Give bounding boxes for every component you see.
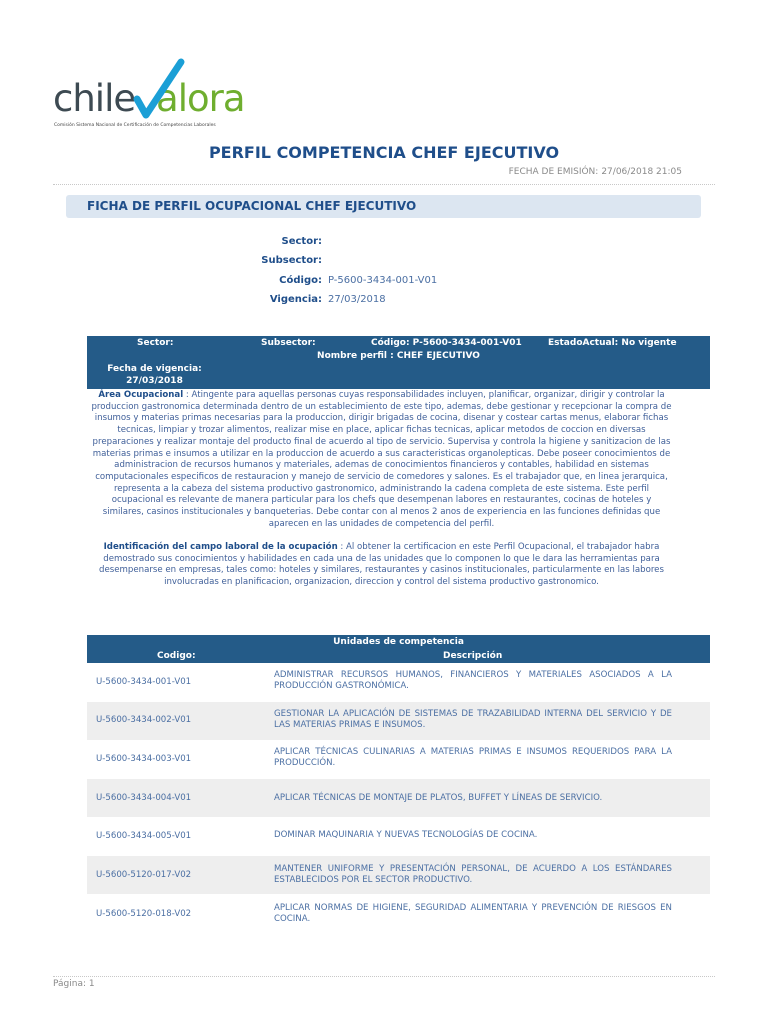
unit-desc: MANTENER UNIFORME Y PRESENTACIÓN PERSONAL, DE ACUERDO A LOS ESTÁNDARES ESTABLECIDOS POR EL SECTOR PRODUCTIVO. bbox=[274, 864, 672, 885]
units-heading: Unidades de competencia bbox=[333, 637, 464, 647]
table-row bbox=[87, 741, 710, 779]
unit-desc: ADMINISTRAR RECURSOS HUMANOS, FINANCIEROS Y MATERIALES ASOCIADOS A LA PRODUCCIÓN GASTRONÓMICA. bbox=[274, 670, 672, 691]
table-row bbox=[87, 856, 710, 894]
checkmark-icon bbox=[53, 57, 243, 127]
summary-box bbox=[87, 336, 710, 389]
chilevalora-logo bbox=[53, 57, 243, 137]
table-row bbox=[87, 702, 710, 740]
col-code-header: Codigo: bbox=[157, 651, 196, 661]
summary-fecha-label: Fecha de vigencia: bbox=[107, 364, 202, 374]
unit-desc: APLICAR TÉCNICAS CULINARIAS A MATERIAS PRIMAS E INSUMOS REQUERIDOS PARA LA PRODUCCIÓN. bbox=[274, 747, 672, 768]
area-text: : Atingente para aquellas personas cuyas responsabilidades incluyen, planificar, organizar, dirigir y controlar la produccion gastronomica determinada dentro de un establecimiento de este tipo, ademas, debe gestionar y recepcionar la compra de insumos y materias primas necesarias para la produccion, dirigir brigadas de cocina, disenar y costear cartas menus, elaborar fichas tecnicas, limpiar y trozar alimentos, realizar mise en place, aplicar fichas tecnicas, aplicar metodos de coccion en diversas preparaciones y realizar montaje del producto final de acuerdo al tipo de servicio. Supervisa y controla la higiene y sanitizacion de las materias primas e insumos a utilizar en la produccion de acuerdo a sus caracteristicas organolepticas. Debe poseer conocimientos de administracion de recursos humanos y materiales, ademas de conocimientos financieros y contables, habilidad en sistemas computacionales especificos de restauracion y manejo de servicio de comedores y salones. Es el trabajador que, en linea jerarquica, representa a la cabeza del sistema productivo gastronomico, administrando la cadena completa de este sistema. Este perfil ocupacional es relevante de manera particular para los chefs que desempenan labores en restaurantes, cocinas de hoteles y similares, casinos institucionales y banqueterias. Debe contar con al menos 2 anos de experiencia en las funciones definidas que aparecen en las unidades de competencia del perfil. bbox=[91, 390, 672, 529]
unit-code: U-5600-3434-002-V01 bbox=[96, 715, 192, 725]
logo-tagline: Comisión Sistema Nacional de Certificación de Competencias Laborales bbox=[54, 123, 216, 128]
units-table-header bbox=[87, 635, 710, 663]
table-row bbox=[87, 817, 710, 855]
unit-code: U-5600-3434-005-V01 bbox=[96, 831, 192, 841]
unit-code: U-5600-3434-001-V01 bbox=[96, 677, 192, 687]
unit-desc: GESTIONAR LA APLICACIÓN DE SISTEMAS DE TRAZABILIDAD INTERNA DEL SERVICIO Y DE LAS MATERIAS PRIMAS E INSUMOS. bbox=[274, 709, 672, 730]
campo-laboral bbox=[90, 542, 673, 589]
unit-code: U-5600-5120-018-V02 bbox=[96, 909, 192, 919]
section-title: FICHA DE PERFIL OCUPACIONAL CHEF EJECUTIVO bbox=[87, 199, 417, 213]
unit-code: U-5600-5120-017-V02 bbox=[96, 870, 192, 880]
logo-wordmark: chile alora bbox=[53, 77, 245, 120]
campo-text: : Al obtener la certificacion en este Perfil Ocupacional, el trabajador habra demostrado sus conocimientos y habilidades en cada una de las unidades que lo componen lo que le dara las herramientas para desempenarse en empresas, tales como: hoteles y similares, restaurantes y casinos institucionales, particularmente en las labores involucradas en planificacion, organizacion, direccion y control del sistema productivo gastronomico. bbox=[99, 542, 664, 588]
footer-divider bbox=[53, 976, 715, 977]
unit-code: U-5600-3434-003-V01 bbox=[96, 754, 192, 764]
col-desc-header: Descripción bbox=[443, 651, 503, 661]
summary-nombre: Nombre perfil : CHEF EJECUTIVO bbox=[317, 351, 480, 361]
area-label: Área Ocupacional bbox=[98, 390, 184, 400]
page-number: Página: 1 bbox=[53, 979, 95, 989]
table-row bbox=[87, 895, 710, 933]
unit-desc: DOMINAR MAQUINARIA Y NUEVAS TECNOLOGÍAS DE COCINA. bbox=[274, 830, 538, 840]
unit-desc: APLICAR NORMAS DE HIGIENE, SEGURIDAD ALIMENTARIA Y PREVENCIÓN DE RIESGOS EN COCINA. bbox=[274, 903, 672, 924]
field-codigo-value: P-5600-3434-001-V01 bbox=[328, 275, 438, 286]
unit-desc: APLICAR TÉCNICAS DE MONTAJE DE PLATOS, BUFFET Y LÍNEAS DE SERVICIO. bbox=[274, 793, 603, 803]
summary-subsector: Subsector: bbox=[261, 338, 316, 348]
summary-fecha-value: 27/03/2018 bbox=[126, 376, 183, 386]
table-row bbox=[87, 779, 710, 817]
field-vigencia-value: 27/03/2018 bbox=[328, 294, 386, 305]
page-title: PERFIL COMPETENCIA CHEF EJECUTIVO bbox=[208, 143, 560, 162]
unit-code: U-5600-3434-004-V01 bbox=[96, 793, 192, 803]
campo-label: Identificación del campo laboral de la ocupación bbox=[103, 542, 338, 552]
emission-label: FECHA DE EMISIÓN: bbox=[508, 167, 599, 177]
divider bbox=[53, 184, 715, 185]
area-ocupacional bbox=[90, 390, 673, 530]
summary-estado: EstadoActual: No vigente bbox=[548, 338, 677, 348]
emission-date bbox=[506, 167, 682, 177]
section-header bbox=[66, 195, 701, 218]
table-row bbox=[87, 663, 710, 701]
summary-codigo: Código: P-5600-3434-001-V01 bbox=[371, 338, 522, 348]
summary-sector: Sector: bbox=[137, 338, 174, 348]
emission-value: 27/06/2018 21:05 bbox=[601, 167, 682, 177]
